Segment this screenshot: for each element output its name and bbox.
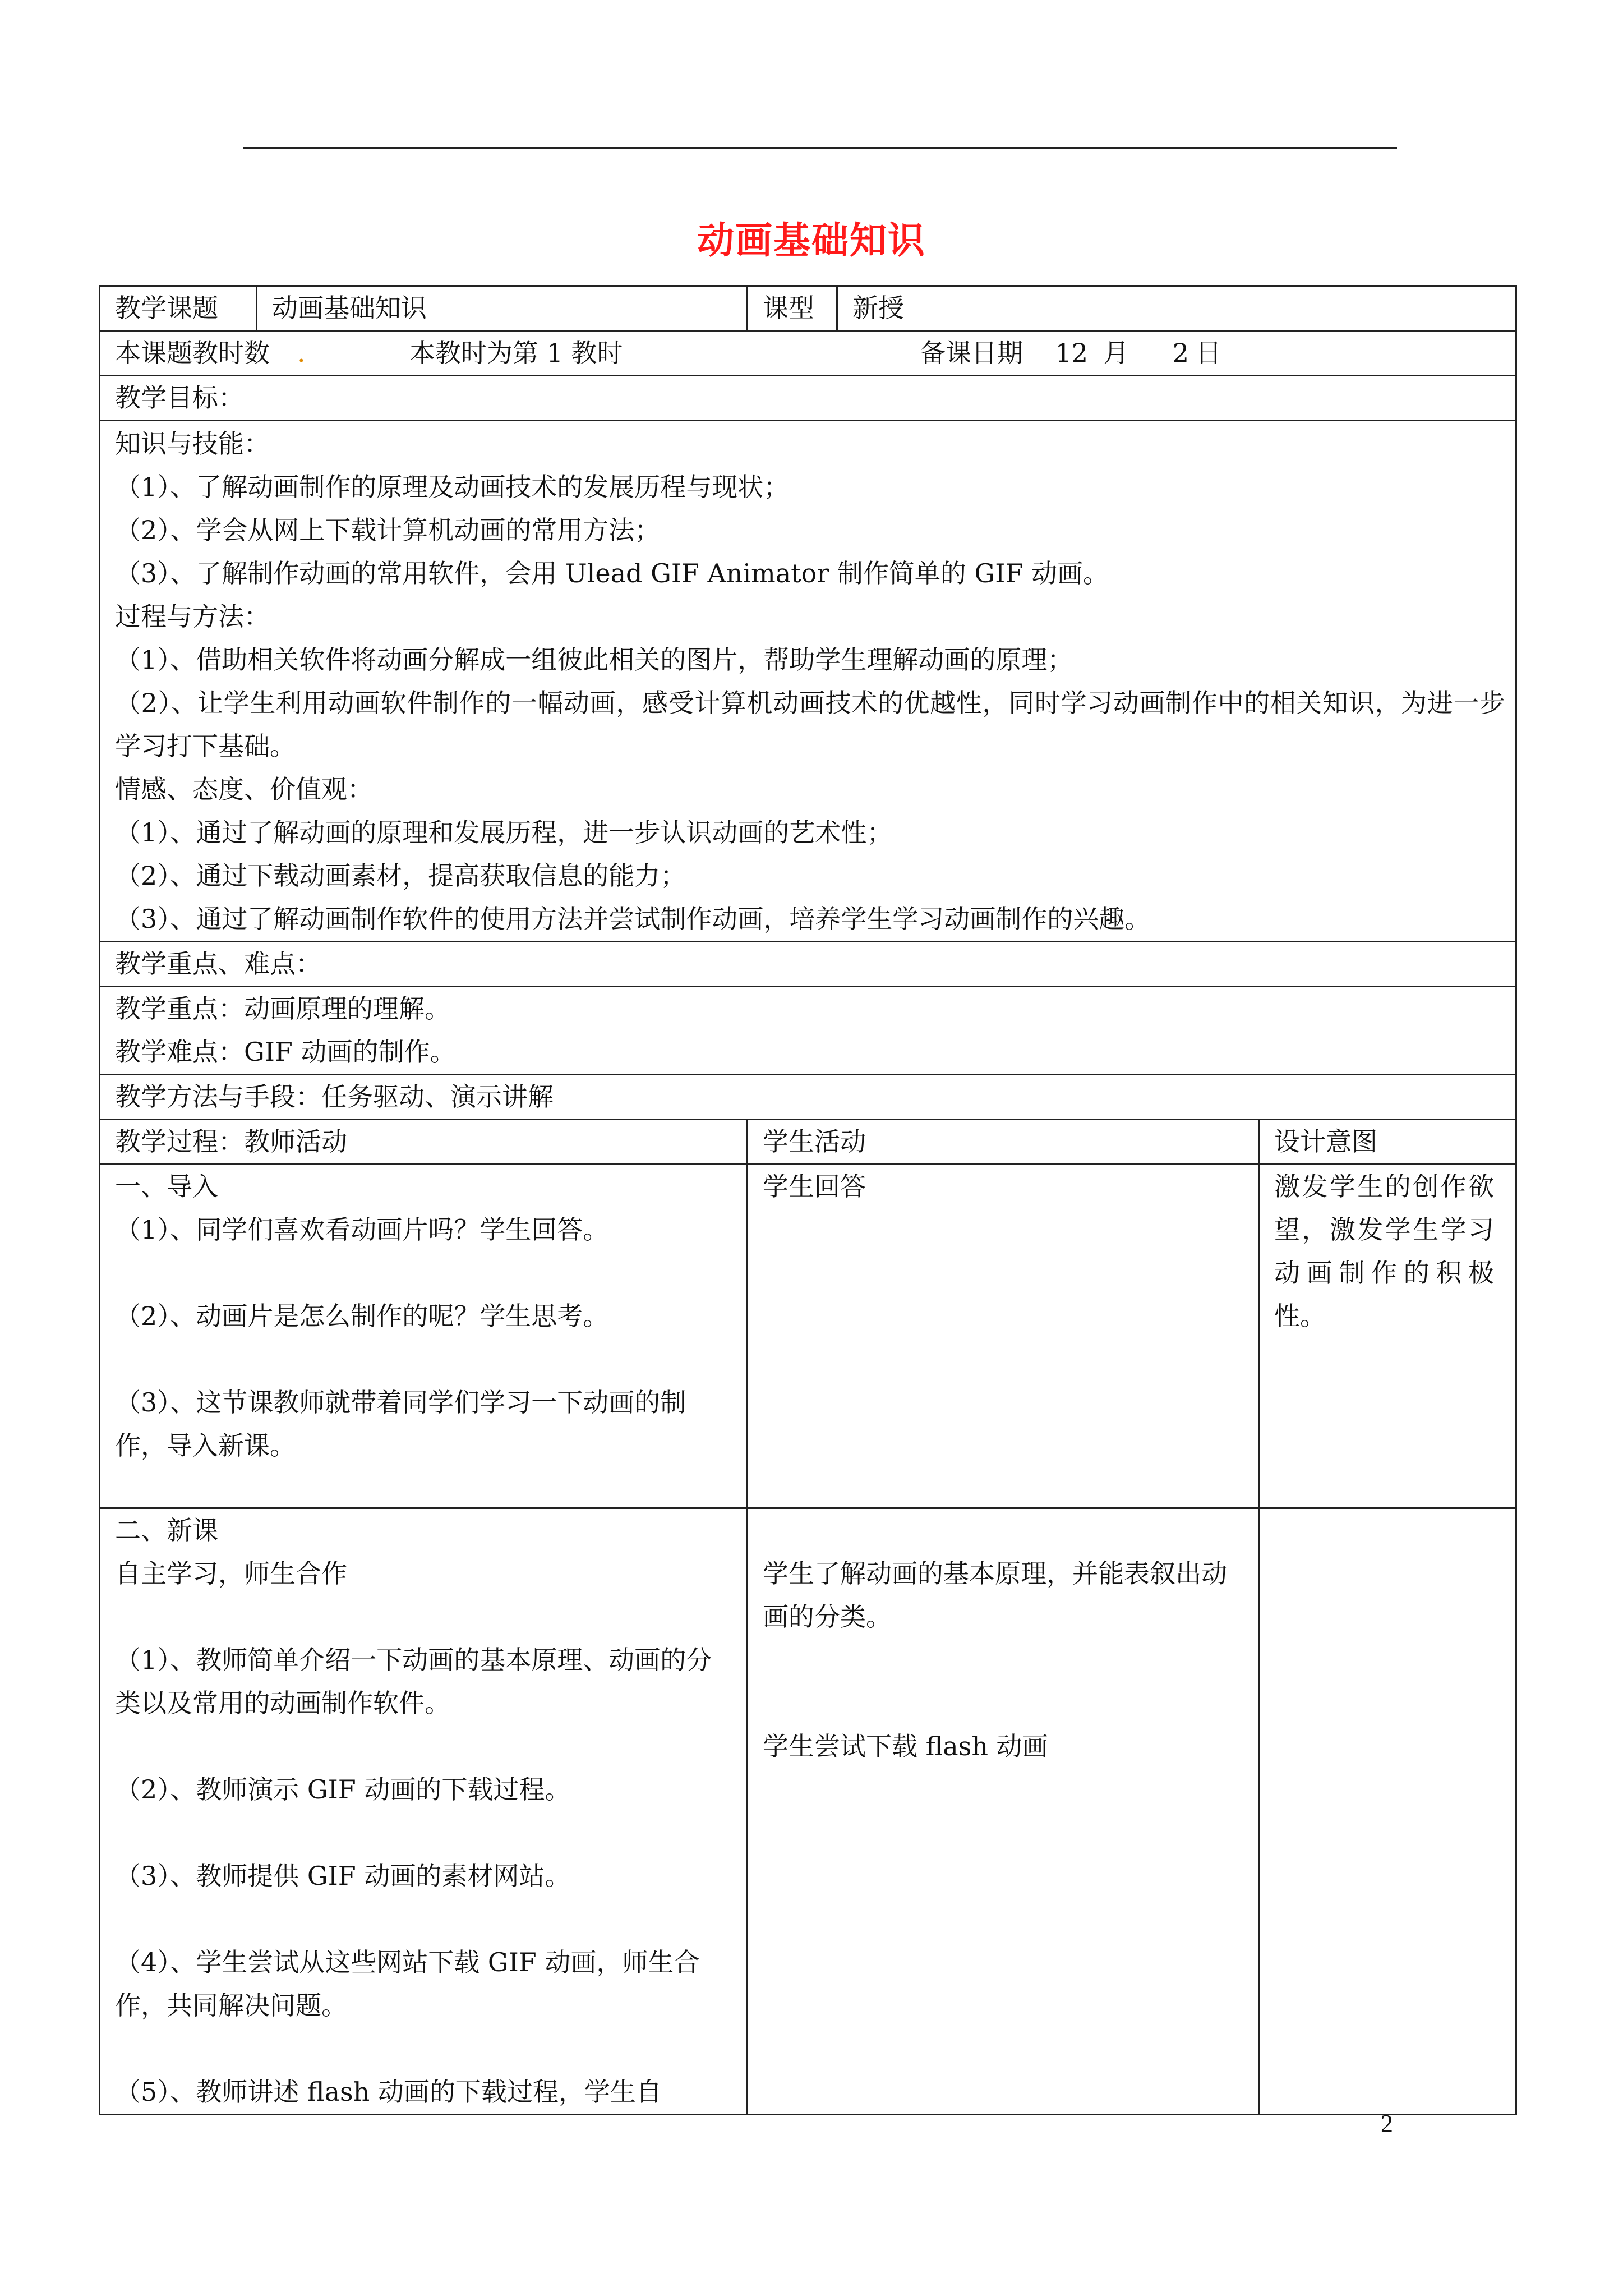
intro-title: 一、导入 bbox=[115, 1171, 218, 1202]
prep-month: 12 bbox=[1055, 338, 1088, 368]
intro-student-activity: 学生回答 bbox=[763, 1171, 866, 1202]
knowledge-item: （2）、学会从网上下载计算机动画的常用方法； bbox=[115, 515, 661, 545]
row-section-new-lesson bbox=[100, 1508, 1516, 2115]
header-rule bbox=[243, 147, 1397, 149]
header-student-activity: 学生活动 bbox=[748, 1120, 1259, 1165]
row-methods bbox=[100, 1075, 1516, 1120]
intro-step: （2）、动画片是怎么制作的呢？学生思考。 bbox=[115, 1301, 609, 1331]
row-goals-heading bbox=[100, 376, 1516, 421]
key-points-body bbox=[100, 987, 1516, 1075]
row-topic bbox=[100, 286, 1516, 331]
process-item: （2）、让学生利用动画软件制作的一幅动画，感受计算机动画技术的优越性，同时学习动画制作中的相关知识，为进一步学习打下基础。 bbox=[115, 688, 1505, 761]
hours-cell bbox=[100, 331, 1516, 376]
intro-step: （3）、这节课教师就带着同学们学习一下动画的制作，导入新课。 bbox=[115, 1387, 686, 1461]
new-lesson-step: （4）、学生尝试从这些网站下载 GIF 动画，师生合作，共同解决问题。 bbox=[115, 1947, 700, 2021]
label-lesson-type: 课型 bbox=[748, 286, 837, 331]
prep-day-unit: 日 bbox=[1196, 338, 1221, 368]
emotion-item: （1）、通过了解动画的原理和发展历程，进一步认识动画的艺术性； bbox=[115, 817, 893, 848]
page-number: 2 bbox=[1381, 2110, 1393, 2137]
new-lesson-title: 二、新课 bbox=[115, 1515, 218, 1545]
hours-mark: . bbox=[297, 338, 306, 368]
goals-heading: 教学目标： bbox=[100, 376, 1516, 421]
new-lesson-student-activity: 学生尝试下载 flash 动画 bbox=[763, 1731, 1048, 1761]
process-heading: 过程与方法： bbox=[115, 601, 270, 632]
intro-teacher-cell bbox=[100, 1165, 748, 1508]
emotion-item: （3）、通过了解动画制作软件的使用方法并尝试制作动画，培养学生学习动画制作的兴趣。 bbox=[115, 904, 1151, 934]
header-teacher-activity: 教学过程：教师活动 bbox=[100, 1120, 748, 1165]
new-lesson-step: （1）、教师简单介绍一下动画的基本原理、动画的分类以及常用的动画制作软件。 bbox=[115, 1645, 712, 1718]
teaching-focus: 教学重点：动画原理的理解。 bbox=[115, 993, 450, 1024]
knowledge-item: （1）、了解动画制作的原理及动画技术的发展历程与现状； bbox=[115, 472, 790, 502]
label-prep-date: 备课日期 bbox=[920, 338, 1023, 368]
teaching-difficulty: 教学难点：GIF 动画的制作。 bbox=[115, 1037, 456, 1067]
new-lesson-student-activity: 学生了解动画的基本原理，并能表叙出动画的分类。 bbox=[763, 1558, 1227, 1632]
row-key-points-heading bbox=[100, 942, 1516, 987]
intro-step: （1）、同学们喜欢看动画片吗？学生回答。 bbox=[115, 1214, 609, 1245]
intro-intent-cell bbox=[1259, 1165, 1516, 1508]
row-goals-body bbox=[100, 421, 1516, 942]
new-lesson-teacher-cell bbox=[100, 1508, 748, 2115]
new-lesson-student-cell bbox=[748, 1508, 1259, 2115]
new-lesson-subtitle: 自主学习，师生合作 bbox=[115, 1558, 347, 1589]
prep-day: 2 bbox=[1172, 338, 1189, 368]
emotion-heading: 情感、态度、价值观： bbox=[115, 774, 373, 804]
new-lesson-step: （2）、教师演示 GIF 动画的下载过程。 bbox=[115, 1774, 571, 1805]
knowledge-item: （3）、了解制作动画的常用软件，会用 Ulead GIF Animator 制作简单的 GIF 动画。 bbox=[115, 558, 1109, 588]
row-section-intro bbox=[100, 1165, 1516, 1508]
knowledge-heading: 知识与技能： bbox=[115, 429, 270, 459]
teaching-methods: 教学方法与手段：任务驱动、演示讲解 bbox=[100, 1075, 1516, 1120]
row-hours bbox=[100, 331, 1516, 376]
row-process-header bbox=[100, 1120, 1516, 1165]
emotion-item: （2）、通过下载动画素材，提高获取信息的能力； bbox=[115, 861, 686, 891]
new-lesson-step: （5）、教师讲述 flash 动画的下载过程，学生自 bbox=[115, 2077, 662, 2107]
lesson-plan-table bbox=[99, 285, 1517, 2115]
row-key-points-body bbox=[100, 987, 1516, 1075]
document-title: 动画基础知识 bbox=[697, 218, 926, 262]
goals-body bbox=[100, 421, 1516, 942]
intro-design-intent: 激发学生的创作欲望，激发学生学习动画制作的积极性。 bbox=[1274, 1171, 1494, 1331]
topic-value: 动画基础知识 bbox=[257, 286, 748, 331]
label-topic: 教学课题 bbox=[100, 286, 257, 331]
prep-month-unit: 月 bbox=[1103, 338, 1129, 368]
intro-student-cell bbox=[748, 1165, 1259, 1508]
key-points-heading: 教学重点、难点： bbox=[100, 942, 1516, 987]
process-item: （1）、借助相关软件将动画分解成一组彼此相关的图片，帮助学生理解动画的原理； bbox=[115, 645, 1073, 675]
new-lesson-intent-cell bbox=[1259, 1508, 1516, 2115]
label-hours: 本课题教时数 bbox=[115, 338, 270, 368]
current-lesson: 本教时为第 1 教时 bbox=[409, 338, 623, 368]
header-design-intent: 设计意图 bbox=[1259, 1120, 1516, 1165]
new-lesson-step: （3）、教师提供 GIF 动画的素材网站。 bbox=[115, 1861, 571, 1891]
lesson-type-value: 新授 bbox=[837, 286, 1516, 331]
